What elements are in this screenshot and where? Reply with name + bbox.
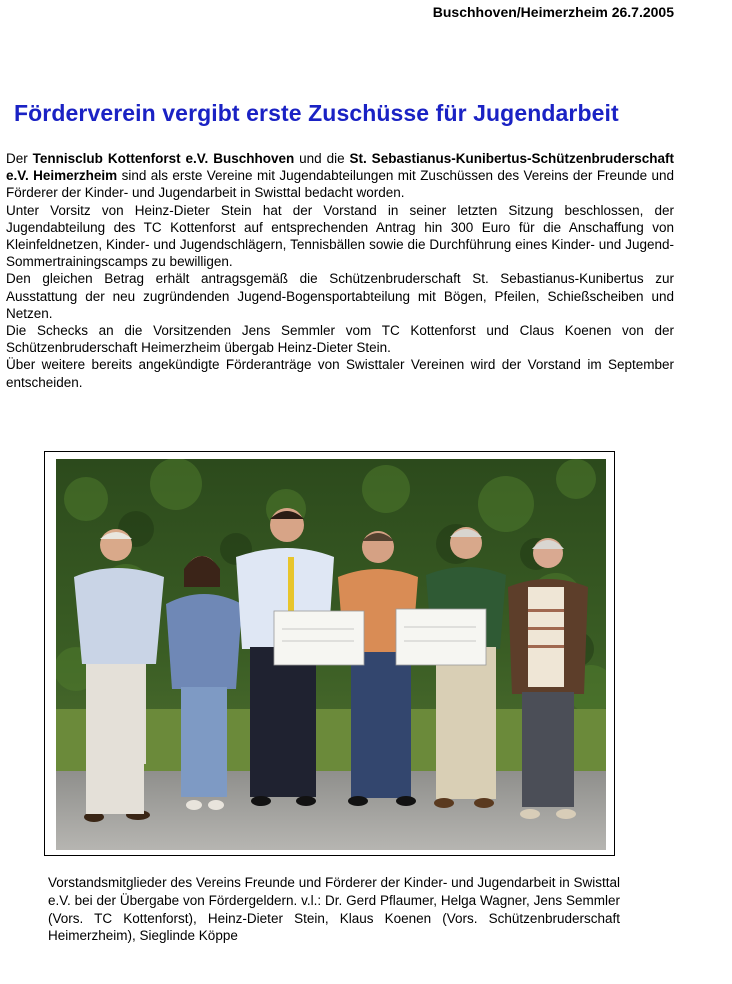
- cheque-1: [274, 611, 364, 665]
- paragraph-1-text-c: sind als erste Vereine mit Jugendabteilungen mit Zuschüssen des Vereins der Freunde und Förderer der Kinder- und Jugendarbeit in Swisttal bedacht worden.: [6, 168, 675, 201]
- paragraph-4: Die Schecks an die Vorsitzenden Jens Semmler vom TC Kottenforst und Claus Koenen von der Schützenbruderschaft Heimerzheim übergab Heinz-Dieter Stein.: [6, 323, 674, 356]
- paragraph-5: Über weitere bereits angekündigte Förderanträge von Swisttaler Vereinen wird der Vorstand im September entscheiden.: [6, 357, 674, 390]
- paragraph-3: Den gleichen Betrag erhält antragsgemäß die Schützenbruderschaft St. Sebastianus-Kunibertus zur Ausstattung der neu zugründenden Jugend-Bogensportabteilung mit Bögen, Pfeilen, Schießscheiben und Netzen.: [6, 271, 674, 321]
- group-photo: [56, 459, 606, 850]
- cheque-2: [396, 609, 486, 665]
- club-name-tennis: Tennisclub Kottenforst e.V. Buschhoven: [32, 151, 295, 166]
- paragraph-1-text-a: Der: [6, 151, 33, 166]
- paragraph-1-text-b: und die: [294, 151, 350, 166]
- article-body: [6, 150, 674, 391]
- paragraph-2: Unter Vorsitz von Heinz-Dieter Stein hat der Vorstand in seiner letzten Sitzung beschlossen, der Jugendabteilung des TC Kottenforst auf entsprechenden Antrag hin 300 Euro für die Anschaffung von Kleinfeldnetzen, Kinder- und Jugendschlägern, Tennisbällen sowie die Durchführung eines Kinder- und Jugend-Sommertrainingscamps zu bewilligen.: [6, 202, 674, 270]
- dateline: Buschhoven/Heimerzheim 26.7.2005: [432, 4, 674, 20]
- photo-frame: [44, 451, 615, 856]
- photo-caption: Vorstandsmitglieder des Vereins Freunde und Förderer der Kinder- und Jugendarbeit in Swisttal e.V. bei der Übergabe von Fördergeldern. v.l.: Dr. Gerd Pflaumer, Helga Wagner, Jens Semmler (Vors. TC Kottenforst), Heinz-Dieter Stein, Klaus Koenen (Vors. Schützenbruderschaft Heimerzheim), Sieglinde Köppe: [48, 875, 620, 944]
- paragraph-1: [6, 150, 674, 202]
- club-name-schuetzen: St. Sebastianus-Kunibertus-Schützenbruderschaft e.V. Heimerzheim: [6, 151, 674, 184]
- headline: Förderverein vergibt erste Zuschüsse für Jugendarbeit: [14, 100, 619, 126]
